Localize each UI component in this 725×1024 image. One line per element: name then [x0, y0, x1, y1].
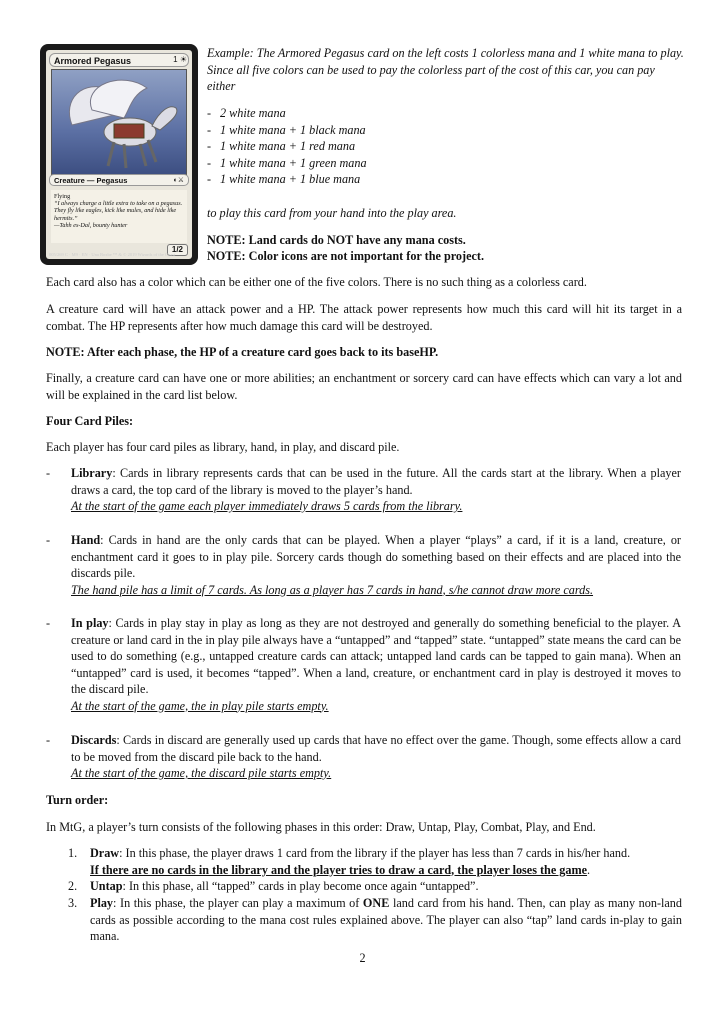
pegasus-art [51, 69, 187, 175]
card-flavor-attribution: —Tahh es-Dal, bounty hunter [54, 221, 128, 229]
card-frame [46, 50, 192, 259]
list-item: - 1 white mana + 1 black mana [207, 122, 366, 137]
pile-description: Hand: Cards in hand are the only cards that can be played. When a player “plays” a card, if it is a land, creature, or enchantment card it goes to in play pile. Sorcery cards though do something based on their effects and are placed into the discards pile. The hand pile has a limit of 7 cards. As long as a player has 7 cards in hand, s/he cannot draw more cards. [71, 533, 681, 597]
card-mana-cost: 1 ☀ [173, 55, 187, 64]
bullet-dash: - [46, 533, 51, 547]
document-page: Armored Pegasus 1 ☀ Creature — Pegasus ◐⚔ Flying “I always charge a little extra to take on a pegasus. They fly like eagles, kick like mules, and hide like hermits.” —Tahh es-Dal, bounty hunter 1/2 005/269 C · M9 · EN · Una Boxbe ™ & © 2019 Wizards of the Coast Example: The Armored Pegasus card on the left costs 1 colorless mana and 1 white mana to play. Since all five colors can be used to pay the colorless part of the cost of this car, you can pay either - 2 white mana - 1 white mana + 1 black mana - 1 white mana + 1 red mana - 1 white mana + 1 green mana - 1 white mana + 1 blue mana to play this card from your hand into the play area. NOTE: Land cards do NOT have any mana costs. NOTE: Color icons are not important for the project. Each card also has a color which can be either one of the five colors. There is no such thing as a colorless card. A creature card will have an attack power and a HP. The attack power represents how much this card will hit its target in a combat. The HP represents after how much damage this card will be destroyed. NOTE: After each phase, the HP of a creature card goes back to its baseHP. Finally, a creature card can have one or more abilities; an enchantment or sorcery card can have effects which can vary a lot and will be explained in the card list below. Four Card Piles: Each player has four card piles as library, hand, in play, and discard pile. - Library: Cards in library represents cards that can be used in the future. All the cards start at the library. When a player draws a card, the top card of the library is moved to the player’s hand. At the start of the game each player immediately draws 5 cards from the library. - Hand: Cards in hand are the only cards that can be played. When a player “plays” a card, if it is a land, creature, or enchantment card it goes to in play pile. Sorcery cards though do something based on their effects and are placed into the discards pile. The hand pile has a limit of 7 cards. As long as a player has 7 cards in hand, s/he cannot draw more cards. - In play: Cards in play stay in play as long as they are not destroyed and generally do something beneficial to the player. A creature or land card in the in play pile always have a “untapped” and “tapped” state. “untapped” state means the card can be used to do something (e.g., untapped creature cards can attack; untapped land cards can be tapped to gain mana). When an “untapped” card is used, it becomes “tapped”. When a land, creature, or enchantment card in play is destroyed it moves to the discard pile. At the start of the game, the in play pile starts empty. - Discards: Cards in discard are generally used up cards that have no effect over the game. Though, some effects allow a card to be moved from the discard pile back to the hand. At the start of the game, the discard pile starts empty. Turn order: In MtG, a player’s turn consists of the following phases in this order: Draw, Untap, Play, Combat, Play, and End. 1. Draw: In this phase, the player draws 1 card from the library if the player has less than 7 cards in his/her hand. If there are no cards in the library and the player tries to draw a card, the player loses the game. 2. Untap: In this phase, all “tapped” cards in play become once again “untapped”. 3. Play: In this phase, the player can play a maximum of ONE land card from his hand. Then, can play as many non-land cards as possible according to the mana cost rules explained above. The player can also “tap” land cards in-play to gain mana. 2 [0, 0, 725, 1024]
card-power-toughness: 1/2 [167, 244, 188, 256]
armored-pegasus-card-image [40, 44, 198, 265]
card-name: Armored Pegasus [49, 53, 189, 67]
pile-description: Discards: Cards in discard are generally used up cards that have no effect over the game. Though, some effects allow a card to be moved from the discard pile back to the hand. At the start of the game, the discard pile starts empty. [71, 733, 681, 780]
lose-rule: If there are no cards in the library and the player tries to draw a card, the player loses the game [90, 862, 588, 877]
list-item: - 1 white mana + 1 red mana [207, 139, 356, 154]
pile-rule: At the start of the game, the discard pile starts empty. [71, 766, 332, 780]
card-rules-text [51, 190, 187, 243]
payment-options-list [207, 105, 677, 188]
page-number: 2 [359, 951, 366, 965]
bullet-dash: - [46, 616, 51, 630]
bullet-dash: - [46, 733, 51, 747]
card-footer: 005/269 C · M9 · EN · Una Boxbe ™ & © 2019 Wizards of the Coast [49, 252, 176, 257]
pegasus-illustration-icon [52, 70, 192, 172]
card-ability: Flying [54, 193, 71, 200]
to-play-text: to play this card from your hand into the play area. [207, 206, 457, 220]
piles-intro: Each player has four card piles as library, hand, in play, and discard pile. [46, 440, 400, 454]
pile-rule: The hand pile has a limit of 7 cards. As long as a player has 7 cards in hand, s/he cannot draw more cards. [71, 582, 594, 597]
bullet-dash: - [46, 466, 51, 480]
creature-paragraph: A creature card will have an attack power and a HP. The attack power represents how much this card will hit its target in a combat. The HP represents after how much damage this card will be destroyed. [46, 302, 682, 333]
set-symbol-icon: ◐⚔ [173, 176, 184, 184]
list-item: - 2 white mana [207, 106, 286, 120]
list-item: - 1 white mana + 1 blue mana [207, 172, 361, 187]
piles-heading: Four Card Piles: [46, 414, 134, 428]
card-type-line: Creature — Pegasus [49, 174, 189, 186]
note-color-icons: NOTE: Color icons are not important for the project. [207, 249, 485, 263]
list-item: - 1 white mana + 1 green mana [207, 155, 367, 170]
abilities-paragraph: Finally, a creature card can have one or more abilities; an enchantment or sorcery card can have effects which can vary a lot and will be explained in the card list below. [46, 371, 682, 402]
example-text: Example: The Armored Pegasus card on the left costs 1 colorless mana and 1 white mana to play. Since all five colors can be used to pay the colorless part of the cost of this car, you can pay either [207, 46, 684, 93]
turn-order-heading: Turn order: [46, 793, 109, 807]
pile-description: In play: Cards in play stay in play as long as they are not destroyed and generally do something beneficial to the player. A creature or land card in the in play pile always have a “untapped” and “tapped” state. “untapped” state means the card can be used to do something (e.g., untapped creature cards can attack; untapped land cards can be tapped to gain mana). When an “untapped” card is used, it becomes “tapped”. When a land, creature, or enchantment card in play is destroyed it moves to the discard pile. At the start of the game, the in play pile starts empty. [71, 616, 681, 713]
color-paragraph: Each card also has a color which can be either one of the five colors. There is no such thing as a colorless card. [46, 275, 587, 289]
pile-rule: At the start of the game each player immediately draws 5 cards from the library. [71, 499, 463, 513]
example-paragraph [207, 45, 685, 95]
pile-description: Library: Cards in library represents cards that can be used in the future. All the cards start at the library. When a player draws a card, the top card of the library is moved to the player’s hand. At the start of the game each player immediately draws 5 cards from the library. [71, 466, 681, 513]
turn-order-intro: In MtG, a player’s turn consists of the following phases in this order: Draw, Untap, Play, Combat, Play, and End. [46, 820, 596, 834]
card-flavor-text: “I always charge a little extra to take on a pegasus. They fly like eagles, kick like mules, and hide like hermits.” [54, 200, 183, 222]
note-land-cards: NOTE: Land cards do NOT have any mana costs. [207, 233, 466, 247]
pile-rule: At the start of the game, the in play pile starts empty. [71, 698, 329, 713]
note-hp: NOTE: After each phase, the HP of a creature card goes back to its baseHP. [46, 345, 439, 359]
